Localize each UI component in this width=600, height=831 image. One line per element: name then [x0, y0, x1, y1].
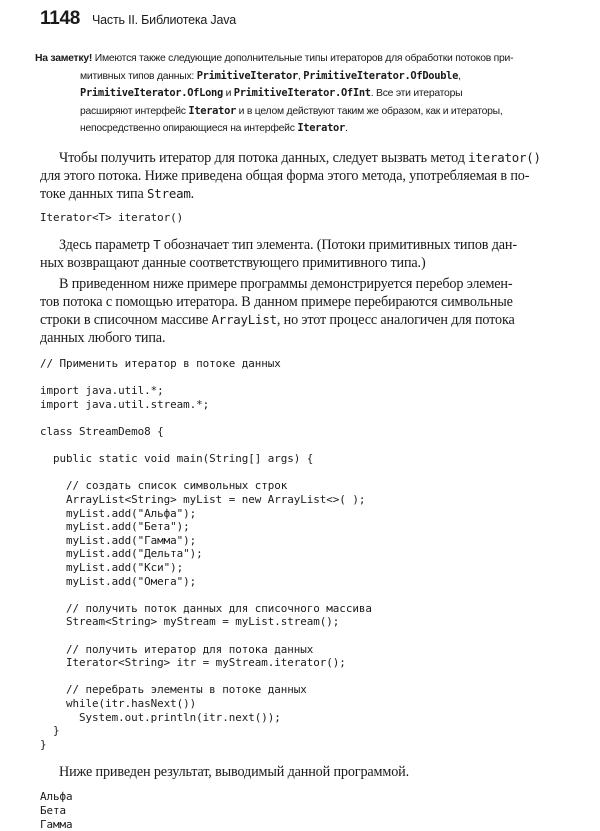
code-listing: // Применить итератор в потоке данных import java.util.*; import java.util.stream.*; class StreamDemo8 { public static void main(String[] args) { // создать список символьных строк ArrayList<String> myList = new ArrayList<>( ); myList.add("Альфа"); myList.add("Бета"); myList.add("Гамма"); myList.add("Дельта"); myList.add("Кси"); myList.add("Омега"); // получить поток данных для списочного массива Stream<String> myStream = myList.stream(); // получить итератор для потока данных Iterator<String> itr = myStream.iterator(); // перебрать элементы в потоке данных while(itr.hasNext()) System.out.println(itr.next()); } }	[40, 357, 372, 751]
note-code: PrimitiveIterator.OfInt	[233, 87, 371, 99]
note-text: . Все эти итераторы	[370, 88, 463, 99]
inline-code: Stream	[147, 185, 191, 201]
note-line	[35, 68, 560, 86]
paragraph-line	[40, 293, 560, 311]
paragraph-text: Ниже приведен результат, выводимый данной программой.	[59, 764, 409, 781]
paragraph-text: .	[190, 185, 195, 202]
book-page	[35, 8, 560, 831]
paragraph-line	[40, 149, 560, 167]
inline-code: T	[153, 237, 161, 253]
note-code: PrimitiveIterator.OfLong	[80, 87, 223, 99]
note-text: .	[344, 123, 348, 134]
paragraph-line	[40, 329, 560, 347]
note-text: расширяют интерфейс	[80, 105, 189, 117]
paragraph-line	[40, 236, 560, 254]
paragraph-text: для этого потока. Ниже приведена общая форма этого метода, употребляемая в по-	[40, 167, 530, 184]
program-output: Альфа Бета Гамма	[40, 790, 73, 831]
paragraph-text: токе данных типа	[40, 185, 148, 202]
note-text: и	[222, 88, 234, 99]
paragraph-line	[40, 185, 560, 203]
paragraph-line	[40, 311, 560, 329]
note-text: митивных типов данных:	[80, 70, 197, 82]
paragraph-line	[40, 275, 560, 293]
code-signature: Iterator<T> iterator()	[40, 210, 184, 224]
note-block	[35, 50, 560, 138]
paragraph-text: данных любого типа.	[40, 330, 166, 347]
note-code: Iterator	[188, 104, 237, 117]
note-text: ,	[458, 70, 461, 82]
note-label: На заметку!	[35, 53, 93, 64]
note-line	[35, 120, 560, 138]
note-text: непосредственно опирающиеся на интерфейс	[80, 123, 298, 134]
paragraph-example-intro	[40, 275, 560, 347]
note-code: PrimitiveIterator	[196, 69, 298, 82]
paragraph-line	[40, 254, 560, 272]
page-number: 1148	[40, 8, 81, 29]
paragraph-text: строки в списочном массиве	[40, 312, 212, 329]
paragraph-text: Чтобы получить итератор для потока данных, следует вызвать метод	[59, 149, 469, 166]
note-line	[35, 85, 560, 103]
note-text: ,	[297, 70, 304, 82]
paragraph-text: В приведенном ниже примере программы демонстрируется перебор элемен-	[59, 276, 513, 293]
running-title: Часть II. Библиотека Java	[92, 13, 237, 27]
note-text: и в целом действуют таким же образом, как и итераторы,	[236, 105, 503, 117]
inline-code: ArrayList	[211, 312, 277, 328]
note-line	[35, 50, 560, 68]
paragraph-text: тов потока с помощью итератора. В данном примере перебираются символьные	[40, 294, 513, 311]
paragraph-output-intro	[40, 763, 560, 781]
note-code: Iterator	[297, 122, 345, 134]
paragraph-text: обозначает тип элемента. (Потоки примитивных типов дан-	[160, 237, 517, 254]
paragraph-iterator-intro	[40, 149, 560, 203]
note-text: Имеются также следующие дополнительные типы итераторов для обработки потоков при-	[92, 53, 514, 64]
note-code: PrimitiveIterator.OfDouble	[303, 69, 459, 82]
paragraph-line	[40, 167, 560, 185]
paragraph-text: Здесь параметр	[59, 237, 154, 254]
running-header	[40, 8, 560, 38]
note-line	[35, 103, 560, 121]
paragraph-type-parameter	[40, 236, 560, 272]
paragraph-line	[40, 763, 560, 781]
paragraph-text: ных возвращают данные соответствующего примитивного типа.)	[40, 255, 426, 272]
inline-code: iterator()	[468, 149, 541, 165]
paragraph-text: , но этот процесс аналогичен для потока	[276, 312, 515, 329]
